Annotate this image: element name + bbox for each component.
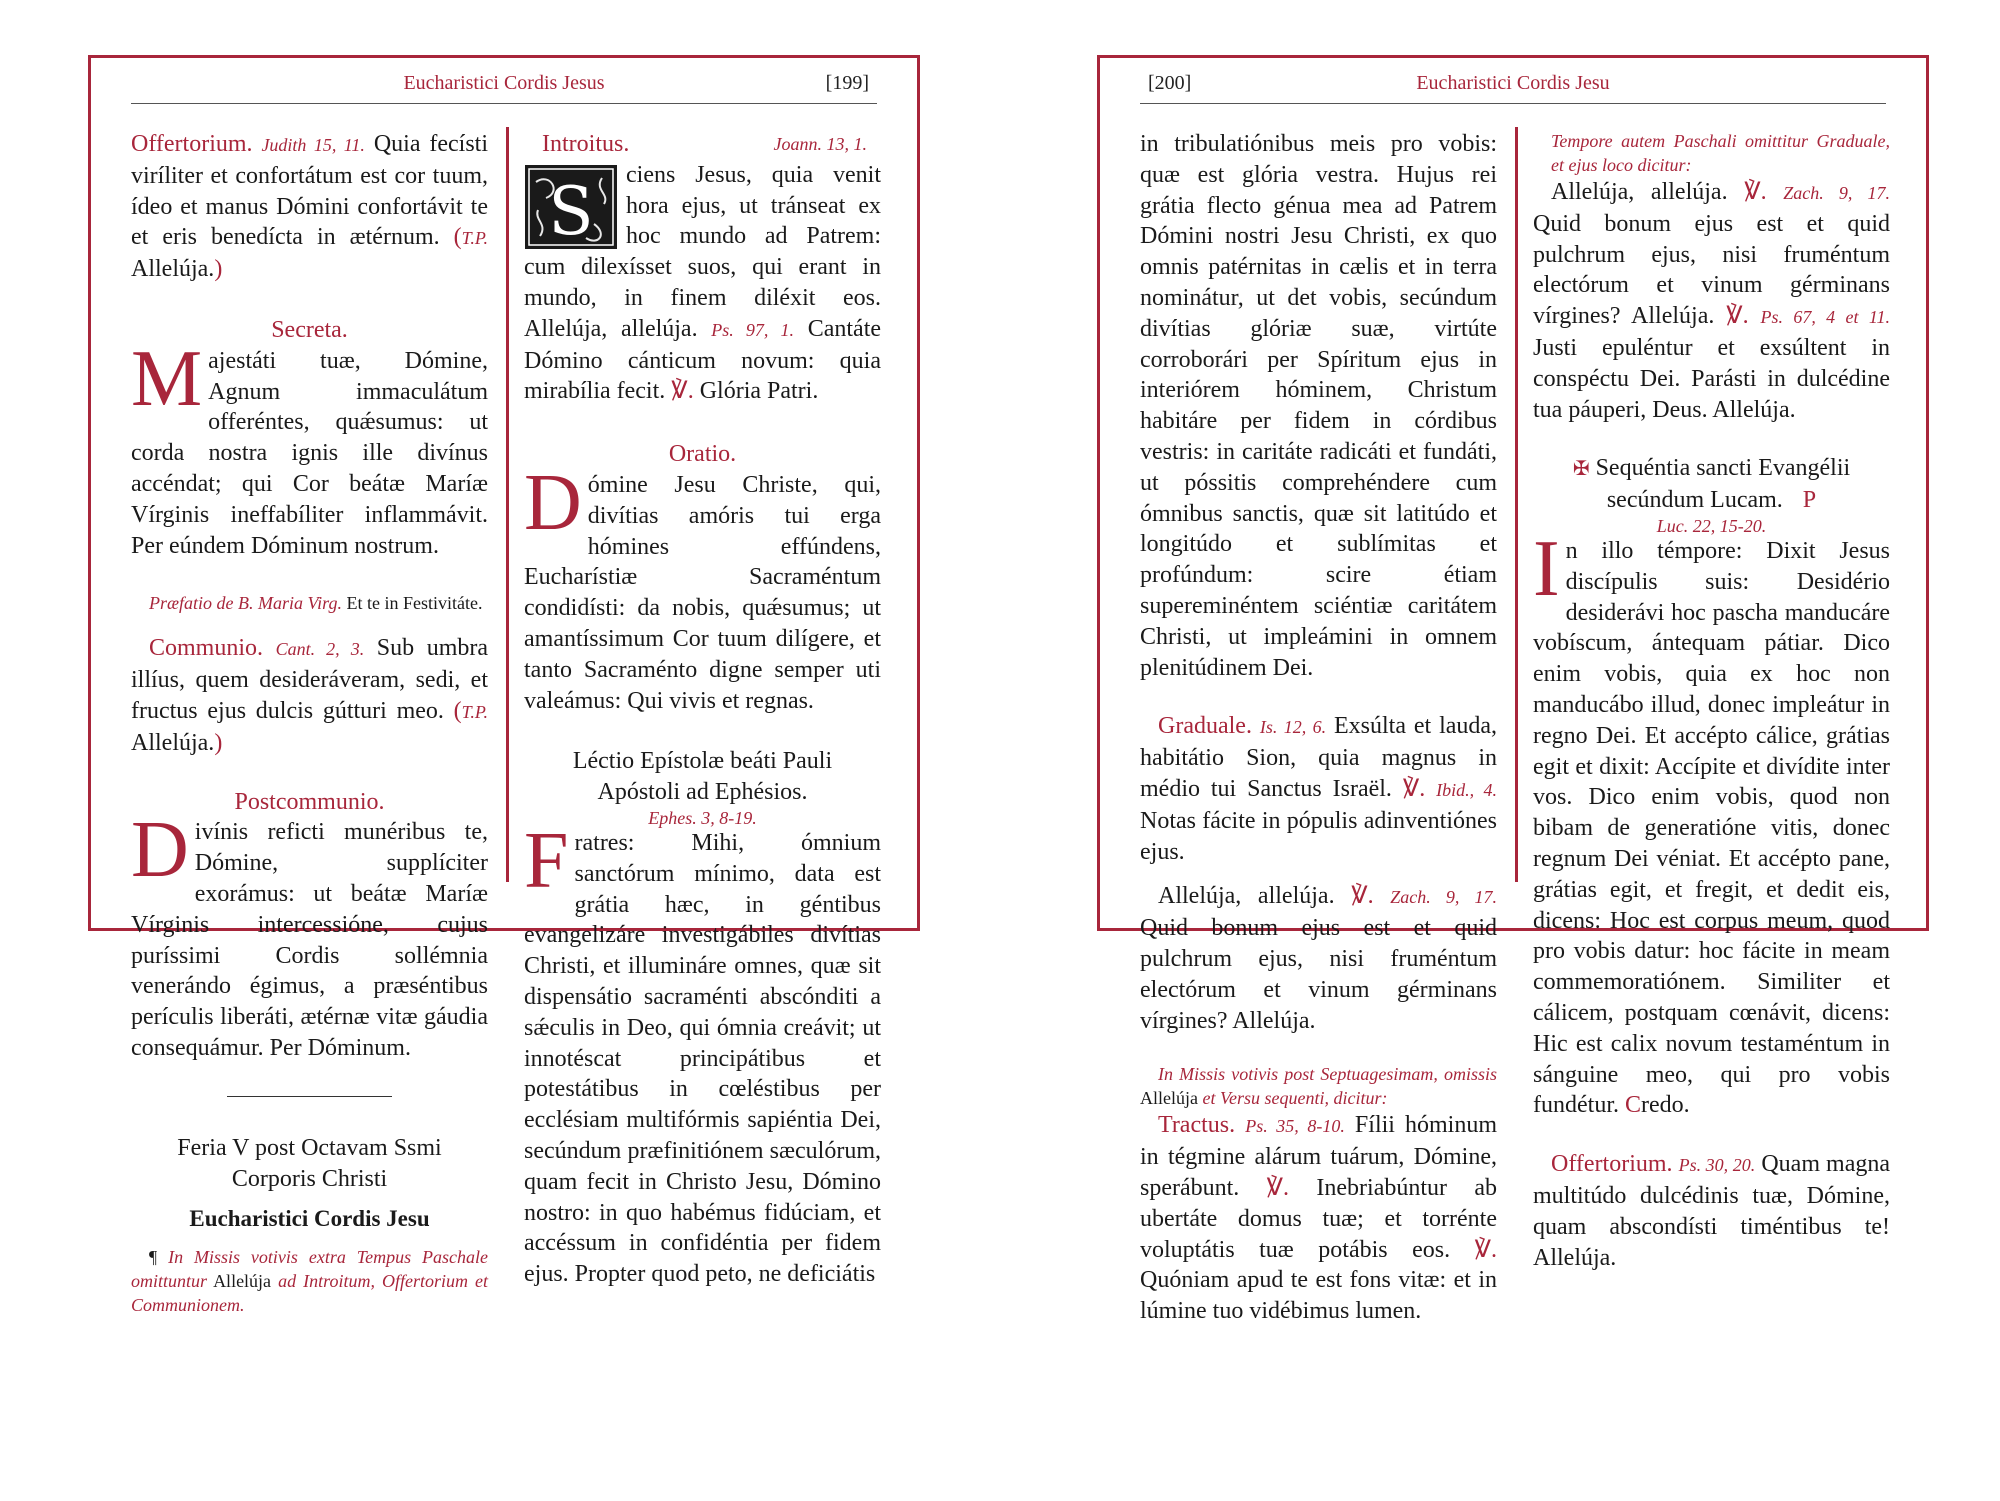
final-rubric xyxy=(131,1245,488,1317)
tp-alleluia: Allelúja. xyxy=(131,729,215,756)
final-rubric-b: ad Introitum, Offertorium et Communionem. xyxy=(131,1271,488,1316)
postcommunio-text: ivínis reficti munéribus te, Dómine, supplíciter exorámus: ut beátæ Maríæ Vírginis intercessióne, cujus puríssimi Cordis sollémnia venerándo égimus, a præséntibus perículis liberáti, ætérnæ vitæ gáudia consequámur. Per Dóminum. xyxy=(131,819,488,1061)
left-column-2 xyxy=(524,129,881,1290)
alleluia-text: Allelúja, allelúja. xyxy=(1551,179,1728,205)
lectio-text: ratres: Mihi, ómnium sanctórum mínimo, data est grátia hæc, in géntibus evangelizáre investigábiles divítias Christi, et illumináre omnes, quæ sit dispensátio sacraménti abscónditi a sǽculis in Deo, qui ómnia creávit; ut innotéscat principátibus et potestátibus in cœléstibus per ecclésiam multifórmis sapiéntia Dei, secúndum præfinitiónem sæculórum, quam fecit in Christo Jesu, Dómino nostro: in quo habémus fidúciam, et accéssum in confidéntia per fidem ejus. Propter quod peto, ne deficiátis xyxy=(524,829,881,1288)
lectio-continued: in tribulatiónibus meis pro vobis: quæ est glória vestra. Hujus rei grátia flecto génua mea ad Patrem Dómini nostri Jesu Christi, ex quo omnis patérnitas in cælis et in terra nominátur, ut det vobis, secúndum divítias glóriæ suæ, virtúte corroborári per Spíritum ejus in interiórem hóminem, Christum habitáre per fidem in córdibus vestris: in caritáte radicáti et fundáti, ut póssitis comprehéndere cum ómnibus sanctis, quæ sit latitúdo et longitúdo et sublímitas et profúndum: scire étiam supereminéntem sciéntiæ caritátem Christi, ut impleámini in omnem plenitúdinem Dei. xyxy=(1140,131,1497,681)
oratio-heading: Oratio. xyxy=(668,441,737,468)
feast-title: Eucharistici Cordis Jesu xyxy=(189,1206,430,1232)
left-page xyxy=(88,55,920,1316)
offertorium-text: Quia fecísti viríliter et confortátum est cor tuum, ídeo et manus Dómini confortávit te et eris benedícta in ætérnum. xyxy=(131,131,489,251)
credo-rest: redo. xyxy=(1641,1092,1690,1119)
postcommunio xyxy=(131,806,488,1063)
introitus-ref: Joann. 13, 1. xyxy=(773,134,867,154)
page-number: [200] xyxy=(1148,72,1192,94)
drop-cap: D xyxy=(524,458,582,547)
graduale-ref: Is. 12, 6. xyxy=(1259,717,1327,738)
credo-initial: C xyxy=(1624,1092,1641,1119)
offertorium-label: Offertorium. xyxy=(131,131,253,157)
secreta xyxy=(131,334,488,562)
paren-close: ) xyxy=(214,729,223,756)
alleluia-verse: Quid bonum ejus est et quid pulchrum ejus, nisi fruméntum electórum et vinum gérminans vírgines? Allelúja. xyxy=(1140,915,1497,1034)
left-column-1 xyxy=(131,129,488,1317)
tractus-label: Tractus. xyxy=(1158,1112,1236,1139)
introitus-text: ciens Jesus, quia venit hora ejus, ut tránseat ex hoc mundo ad Patrem: cum dilexísset suos, qui erant in mundo, in finem diléxit eos. Allelúja, allelúja. xyxy=(524,161,881,342)
communio-ref: Cant. 2, 3. xyxy=(275,639,365,660)
alleluia-ref-2: Ps. 67, 4 et 11. xyxy=(1760,307,1891,328)
separator-rule xyxy=(227,1096,392,1097)
alleluia-text: Allelúja, allelúja. xyxy=(1158,883,1335,910)
cross-icon: ✠ xyxy=(1572,458,1590,481)
introitus-header xyxy=(524,129,881,160)
tp-alleluia: Allelúja. xyxy=(131,256,215,283)
introitus-ps-text: Cantáte Dómino cánticum novum: quia mirabília fecit. xyxy=(524,315,882,405)
offertorium-ref: Judith 15, 11. xyxy=(261,135,365,155)
tractus-ref: Ps. 35, 8-10. xyxy=(1245,1116,1345,1137)
right-page xyxy=(1097,55,1929,1325)
communio-text: Sub umbra illíus, quem desideráveram, sedi, et fructus ejus dulcis gútturi meo. xyxy=(131,635,489,724)
graduale-text: Exsúlta et lauda, habitátio Sion, quia magnus in médio tui Sanctus Israël. xyxy=(1140,713,1498,802)
introitus xyxy=(524,160,881,407)
alleluia-verse-2: Justi epuléntur et exsúltent in conspéctu Dei. Parásti in dulcédine tua páuperi, Deus. Allelúja. xyxy=(1533,334,1890,423)
sequentia-line-2 xyxy=(1533,485,1890,516)
tp-marker: T.P. xyxy=(461,701,489,722)
introitus-label: Introitus. xyxy=(542,131,630,157)
introitus-ps-ref: Ps. 97, 1. xyxy=(711,319,795,340)
versicle-symbol: ℣. xyxy=(1726,303,1749,330)
sequentia-line-1 xyxy=(1533,453,1890,485)
alleluia-verse: Quid bonum ejus est et quid pulchrum ejus, nisi fruméntum electórum et vinum gérminans vírgines? Allelúja. xyxy=(1533,210,1890,330)
paschal-alleluia xyxy=(1533,177,1890,425)
gospel-text: n illo témpore: Dixit Jesus discípulis suis: Desidério desiderávi hoc pascha manducáre vobíscum, ántequam pátiar. Dico enim vobis, quia ex hoc non manducábo illud, donec impleátur in regno Dei. Et accépto cálice, grátias egit et dixit: Accípite et divídite inter vos. Dico enim vobis, quod non bibam de generatióne vitis, donec regnum Dei véniat. Et accépto pane, grátias egit, et fregit, et dedit eis, dicens: Hoc est corpus meum, quod pro vobis datur: hoc fácite in meam commemoratiónem. Similiter et cálicem, postquam cœnávit, dicens: Hic est calix novum testaméntum in sánguine meo, qui pro vobis fundétur. xyxy=(1533,537,1890,1119)
graduale-label: Graduale. xyxy=(1158,713,1252,740)
graduale xyxy=(1140,711,1497,867)
offertorium xyxy=(131,129,488,285)
running-head xyxy=(131,58,877,104)
praefatio-text: Et te in Festivitáte. xyxy=(346,593,483,614)
paren-open: ( xyxy=(453,697,462,724)
lectio-line-2: Apóstoli ad Ephésios. xyxy=(597,779,808,806)
right-column-1 xyxy=(1140,129,1497,1327)
page-number: [199] xyxy=(825,72,869,94)
final-alleluia: Allelúja xyxy=(213,1271,272,1292)
graduale-v-ref: Ibid., 4. xyxy=(1436,779,1498,800)
communio xyxy=(131,633,488,758)
tractus-rubric-b: et Versu sequenti, dicitur: xyxy=(1202,1088,1388,1109)
column-rule xyxy=(506,127,509,882)
tractus-text-3: Quóniam apud te est fons vitæ: et in lúmine tuo vidébimus lumen. xyxy=(1140,1267,1497,1325)
offertorium-text: Quam magna multitúdo dulcédinis tuæ, Dómine, quam abscondísti timéntibus te! Allelúja. xyxy=(1533,1151,1891,1271)
communio-label: Communio. xyxy=(149,635,264,662)
versicle-symbol: ℣. xyxy=(1744,179,1767,205)
right-column-2 xyxy=(1533,129,1890,1273)
drop-cap: M xyxy=(131,334,203,423)
versicle-symbol: ℣. xyxy=(1402,775,1426,802)
paren-open: ( xyxy=(453,224,462,251)
versicle-symbol: ℣. xyxy=(671,378,694,405)
feria-line-1: Feria V post Octavam Ssmi xyxy=(177,1134,442,1161)
alleluia-ref: Zach. 9, 17. xyxy=(1783,183,1891,203)
postcommunio-heading: Postcommunio. xyxy=(234,788,385,815)
alleluia xyxy=(1140,881,1497,1036)
versicle-symbol: ℣. xyxy=(1266,1174,1290,1201)
lectio-ref: Ephes. 3, 8-19. xyxy=(648,807,757,828)
sequentia-p: P xyxy=(1802,487,1817,514)
gloria-text: Glória Patri. xyxy=(699,378,819,405)
oratio-text: ómine Jesu Christe, qui, divítias amóris tui erga hómines effúndens, Eucharístiæ Sacraméntum condidísti: da nobis, quǽsumus; ut amantíssimum Cor tuum dilígere, et tanto Sacraménto digne semper uti valeámus: Qui vivis et regnas. xyxy=(524,471,881,714)
column-rule xyxy=(1515,127,1518,882)
lectio-line-1: Léctio Epístolæ beáti Pauli xyxy=(572,748,833,775)
feria-line-2: Corporis Christi xyxy=(231,1165,388,1192)
drop-cap: D xyxy=(131,806,189,895)
praefatio-rubric: Præfatio de B. Maria Virg. xyxy=(149,593,342,614)
offertorium xyxy=(1533,1149,1890,1273)
decorated-initial-icon xyxy=(524,164,618,250)
pilcrow: ¶ xyxy=(149,1247,158,1268)
offertorium-ref: Ps. 30, 20. xyxy=(1678,1155,1756,1176)
praefatio-note xyxy=(131,591,488,615)
graduale-v-text: Notas fácite in pópulis adinventiónes ejus. xyxy=(1140,807,1497,865)
drop-cap: I xyxy=(1533,524,1560,613)
alleluia-ref: Zach. 9, 17. xyxy=(1390,887,1498,908)
tractus-text-2: Inebriabúntur ab ubertáte domus tuæ; et torrénte voluptátis tuæ potábis eos. xyxy=(1140,1174,1497,1263)
versicle-symbol: ℣. xyxy=(1474,1236,1497,1263)
offertorium-label: Offertorium. xyxy=(1551,1151,1673,1178)
tractus xyxy=(1140,1110,1497,1327)
paren-close: ) xyxy=(214,256,223,283)
paschal-rubric: Tempore autem Paschali omittitur Graduale, et ejus loco dicitur: xyxy=(1551,131,1890,175)
running-title: Eucharistici Cordis Jesu xyxy=(1416,72,1610,94)
running-title: Eucharistici Cordis Jesus xyxy=(403,72,605,94)
secreta-text: ajestáti tuæ, Dómine, Agnum immaculátum offeréntes, quǽsumus: ut corda nostra ignis ille divínus accéndat; qui Cor beátæ Maríæ Vírginis ineffabíliter inflammávit. Per eúndem Dóminum nostrum. xyxy=(131,347,488,559)
oratio xyxy=(524,458,881,716)
drop-cap: F xyxy=(524,816,569,905)
final-rubric-a: In Missis votivis extra Tempus Paschale omittuntur xyxy=(131,1247,488,1292)
sequentia-text-1: Sequéntia sancti Evangélii xyxy=(1595,455,1851,482)
tractus-rubric xyxy=(1140,1062,1497,1110)
tractus-rubric-alleluia: Allelúja xyxy=(1140,1088,1198,1109)
versicle-symbol: ℣. xyxy=(1351,883,1374,910)
running-head xyxy=(1140,58,1886,104)
tractus-text-1: Fílii hóminum in tégmine alárum tuárum, Dómine, sperábunt. xyxy=(1140,1112,1498,1201)
tp-marker: T.P. xyxy=(461,228,488,249)
sequentia-text-2: secúndum Lucam. xyxy=(1606,487,1783,514)
svg-text:S: S xyxy=(548,172,594,250)
sequentia-ref: Luc. 22, 15-20. xyxy=(1656,515,1767,536)
tractus-rubric-a: In Missis votivis post Septuagesimam, omissis xyxy=(1158,1064,1497,1085)
secreta-heading: Secreta. xyxy=(271,316,348,343)
